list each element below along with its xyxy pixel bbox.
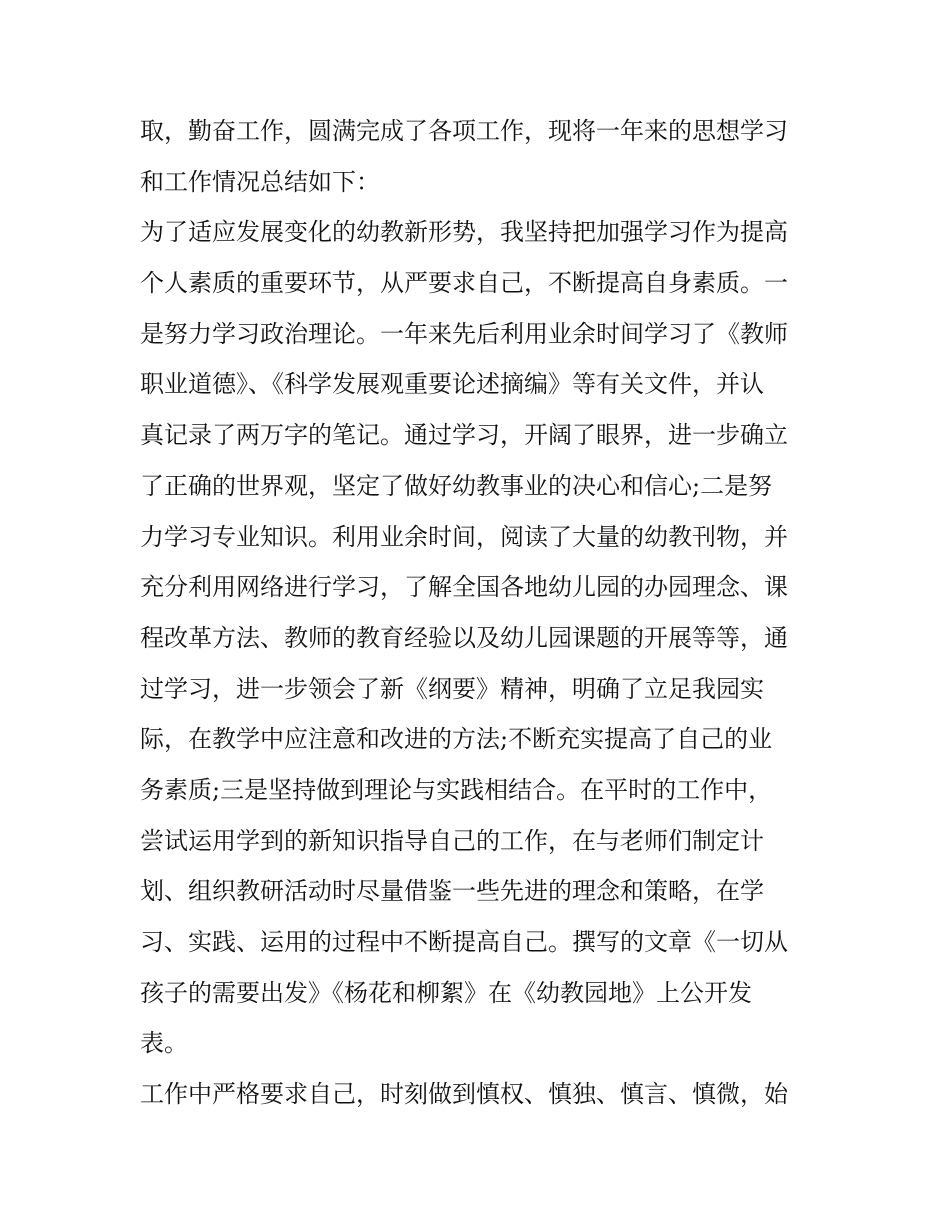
text-line: 孩子的需要出发》《杨花和柳絮》在《幼教园地》上公开发 xyxy=(140,978,752,1007)
text-line: 为了适应发展变化的幼教新形势，我坚持把加强学习作为提高 xyxy=(140,218,788,247)
text-line: 际，在教学中应注意和改进的方法;不断充实提高了自己的业 xyxy=(140,725,773,754)
text-line: 力学习专业知识。利用业余时间，阅读了大量的幼教刊物，并 xyxy=(140,522,788,551)
text-line: 个人素质的重要环节，从严要求自己，不断提高自身素质。一 xyxy=(140,269,788,298)
text-line: 是努力学习政治理论。一年来先后利用业余时间学习了《教师 xyxy=(140,319,788,348)
text-line: 和工作情况总结如下： xyxy=(140,167,380,196)
text-line: 程改革方法、教师的教育经验以及幼儿园课题的开展等等，通 xyxy=(140,623,788,652)
text-line: 充分利用网络进行学习，了解全国各地幼儿园的办园理念、课 xyxy=(140,573,788,602)
text-line: 取，勤奋工作，圆满完成了各项工作，现将一年来的思想学习 xyxy=(140,117,788,145)
text-line: 尝试运用学到的新知识指导自己的工作，在与老师们制定计 xyxy=(140,826,764,855)
text-line: 工作中严格要求自己，时刻做到慎权、慎独、慎言、慎微，始 xyxy=(140,1080,788,1109)
document-body xyxy=(140,106,820,1120)
text-line: 务素质;三是坚持做到理论与实践相结合。在平时的工作中， xyxy=(140,775,773,804)
text-line: 划、组织教研活动时尽量借鉴一些先进的理念和策略，在学 xyxy=(140,877,764,906)
text-line: 了正确的世界观，坚定了做好幼教事业的决心和信心;二是努 xyxy=(140,471,773,500)
text-line: 表。 xyxy=(140,1029,188,1058)
text-line: 职业道德》、《科学发展观重要论述摘编》等有关文件，并认 xyxy=(140,370,764,399)
text-line: 真记录了两万字的笔记。通过学习，开阔了眼界，进一步确立 xyxy=(140,421,788,450)
text-line: 过学习，进一步领会了新《纲要》精神，明确了立足我园实 xyxy=(140,674,764,703)
text-line: 习、实践、运用的过程中不断提高自己。撰写的文章《一切从 xyxy=(140,928,788,956)
